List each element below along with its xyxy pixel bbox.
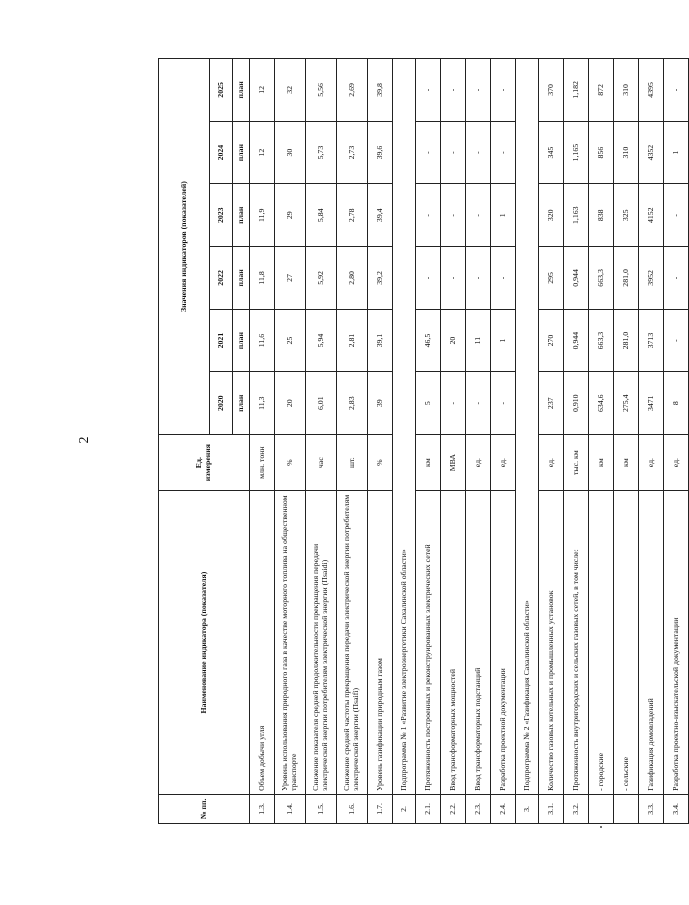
table-row (539, 59, 564, 824)
value-cell: - (466, 184, 491, 247)
value-cell: - (416, 184, 441, 247)
unit-cell: ед. (664, 435, 689, 491)
indicator-name: Объем добычи угля (250, 491, 275, 795)
unit-cell: % (368, 435, 393, 491)
value-cell: 39,1 (368, 309, 393, 372)
value-cell: 270 (539, 309, 564, 372)
value-cell: 11,9 (250, 184, 275, 247)
header-plan: план (233, 121, 250, 184)
indicator-name: Ввод трансформаторных мощностей (441, 491, 466, 795)
value-cell: - (416, 121, 441, 184)
header-year: 2025 (210, 59, 233, 122)
value-cell: 2,73 (337, 121, 368, 184)
unit-cell: ед. (491, 435, 516, 491)
table-row (614, 59, 639, 824)
page-number: 2 (77, 436, 92, 444)
row-number: 1.5. (306, 794, 337, 823)
table-row (337, 59, 368, 824)
indicator-name: Протяженность внутригородских и сельских газовых сетей, в том числе: (564, 491, 589, 795)
value-cell: - (491, 247, 516, 310)
value-cell: 5,73 (306, 121, 337, 184)
value-cell: 2,78 (337, 184, 368, 247)
value-cell: 1,182 (564, 59, 589, 122)
value-cell: 6,01 (306, 372, 337, 435)
value-cell: 856 (589, 121, 614, 184)
value-cell: - (491, 372, 516, 435)
indicator-name: Газификация домовладений (639, 491, 664, 795)
value-cell: - (441, 184, 466, 247)
header-year: 2023 (210, 184, 233, 247)
value-cell: 281,0 (614, 247, 639, 310)
value-cell: - (441, 121, 466, 184)
value-cell: 1 (491, 309, 516, 372)
value-cell: 30 (275, 121, 306, 184)
indicator-name: Уровень использования природного газа в качестве моторного топлива на общественном транспорте (275, 491, 306, 795)
value-cell: 2,83 (337, 372, 368, 435)
row-number: 1.7. (368, 794, 393, 823)
header-name: Наименование индикатора (показателя) (159, 491, 250, 795)
row-number (589, 794, 614, 823)
value-cell: 39 (368, 372, 393, 435)
value-cell: 3713 (639, 309, 664, 372)
table-row (416, 59, 441, 824)
value-cell: 0,910 (564, 372, 589, 435)
value-cell: - (491, 59, 516, 122)
value-cell: - (441, 59, 466, 122)
table-row (466, 59, 491, 824)
section-title: Подпрограмма № 2 «Газификация Сахалинской области» (516, 59, 539, 795)
value-cell: 27 (275, 247, 306, 310)
row-number: 2.2. (441, 794, 466, 823)
header-values-group: Значения индикаторов (показателей) (159, 59, 210, 435)
indicator-name: Ввод трансформаторных подстанций (466, 491, 491, 795)
indicator-name: Снижение средней частоты прекращения передачи электрической энергии потребителям электрической энергии (Пsaifi) (337, 491, 368, 795)
section-title: Подпрограмма № 1 «Развитие электроэнергетики Сахалинской области» (393, 59, 416, 795)
indicator-name: Количество газовых котельных и промышленных установок (539, 491, 564, 795)
value-cell: 872 (589, 59, 614, 122)
value-cell: 20 (441, 309, 466, 372)
value-cell: 325 (614, 184, 639, 247)
value-cell: 12 (250, 121, 275, 184)
value-cell: 5,92 (306, 247, 337, 310)
value-cell: 11,3 (250, 372, 275, 435)
value-cell: 5 (416, 372, 441, 435)
row-number: 2.1. (416, 794, 441, 823)
value-cell: 838 (589, 184, 614, 247)
unit-cell: шт. (337, 435, 368, 491)
section-row (516, 59, 539, 824)
unit-cell: ед. (466, 435, 491, 491)
table-row (441, 59, 466, 824)
value-cell: 310 (614, 59, 639, 122)
unit-cell: МВА (441, 435, 466, 491)
value-cell: 25 (275, 309, 306, 372)
row-number (614, 794, 639, 823)
indicator-name: Разработка проектной документации (491, 491, 516, 795)
value-cell: - (664, 309, 689, 372)
value-cell: - (466, 372, 491, 435)
row-number: 3.3. (639, 794, 664, 823)
value-cell: 2,81 (337, 309, 368, 372)
value-cell: 39,8 (368, 59, 393, 122)
table-row (491, 59, 516, 824)
row-number: 1.3. (250, 794, 275, 823)
table-row (275, 59, 306, 824)
value-cell: 1,165 (564, 121, 589, 184)
value-cell: 320 (539, 184, 564, 247)
value-cell: 29 (275, 184, 306, 247)
header-year: 2022 (210, 247, 233, 310)
row-number: 2.3. (466, 794, 491, 823)
value-cell: 20 (275, 372, 306, 435)
value-cell: - (416, 247, 441, 310)
indicator-table (158, 58, 689, 824)
rotated-table-area (158, 58, 680, 824)
table-row (639, 59, 664, 824)
header-year: 2021 (210, 309, 233, 372)
value-cell: - (466, 59, 491, 122)
unit-cell: ед. (639, 435, 664, 491)
indicator-name: Снижение показателя средней продолжительности прекращения передачи электрической энергии потребителям электрической энергии (Пsaidi) (306, 491, 337, 795)
table-row (589, 59, 614, 824)
value-cell: - (664, 184, 689, 247)
value-cell: 370 (539, 59, 564, 122)
value-cell: 39,6 (368, 121, 393, 184)
value-cell: - (466, 247, 491, 310)
value-cell: 0,944 (564, 247, 589, 310)
value-cell: 0,944 (564, 309, 589, 372)
value-cell: 32 (275, 59, 306, 122)
unit-cell: час (306, 435, 337, 491)
unit-cell: ед. (539, 435, 564, 491)
indicator-name: Разработка проектно-изыскательской документации (664, 491, 689, 795)
value-cell: - (664, 59, 689, 122)
row-number: 3.1. (539, 794, 564, 823)
unit-cell: млн. тонн (250, 435, 275, 491)
value-cell: 11,6 (250, 309, 275, 372)
value-cell: 2,69 (337, 59, 368, 122)
row-number: 2. (393, 794, 416, 823)
value-cell: 275,4 (614, 372, 639, 435)
unit-cell: км (589, 435, 614, 491)
value-cell: 2,80 (337, 247, 368, 310)
unit-cell: тыс. км (564, 435, 589, 491)
header-plan: план (233, 59, 250, 122)
value-cell: 39,4 (368, 184, 393, 247)
unit-cell: км (614, 435, 639, 491)
value-cell: - (491, 121, 516, 184)
header-year: 2024 (210, 121, 233, 184)
value-cell: 4395 (639, 59, 664, 122)
value-cell: 295 (539, 247, 564, 310)
value-cell: 46,5 (416, 309, 441, 372)
indicator-name: Уровень газификации природным газом (368, 491, 393, 795)
value-cell: 39,2 (368, 247, 393, 310)
header-plan: план (233, 247, 250, 310)
value-cell: 12 (250, 59, 275, 122)
value-cell: - (466, 121, 491, 184)
value-cell: 3471 (639, 372, 664, 435)
value-cell: 4352 (639, 121, 664, 184)
unit-cell: км (416, 435, 441, 491)
header-unit: Ед. измерения (159, 435, 250, 491)
indicator-name: Протяженность построенных и реконструированных электрических сетей (416, 491, 441, 795)
header-year: 2020 (210, 372, 233, 435)
value-cell: 663,3 (589, 247, 614, 310)
value-cell: 8 (664, 372, 689, 435)
value-cell: 1 (664, 121, 689, 184)
table-row (250, 59, 275, 824)
section-row (393, 59, 416, 824)
value-cell: 11,8 (250, 247, 275, 310)
value-cell: 11 (466, 309, 491, 372)
unit-cell: % (275, 435, 306, 491)
row-number: 3.2. (564, 794, 589, 823)
header-plan: план (233, 372, 250, 435)
value-cell: 237 (539, 372, 564, 435)
value-cell: - (441, 247, 466, 310)
row-number: 2.4. (491, 794, 516, 823)
table-row (306, 59, 337, 824)
value-cell: 5,84 (306, 184, 337, 247)
value-cell: 1,163 (564, 184, 589, 247)
header-num: № пп. (159, 794, 250, 823)
row-number: 3. (516, 794, 539, 823)
header-plan: план (233, 184, 250, 247)
indicator-table-rotated (158, 58, 680, 824)
row-number: 3.4. (664, 794, 689, 823)
scan-speck (600, 826, 602, 828)
indicator-name: - городские (589, 491, 614, 795)
row-number: 1.4. (275, 794, 306, 823)
value-cell: - (664, 247, 689, 310)
value-cell: 663,3 (589, 309, 614, 372)
row-number: 1.6. (337, 794, 368, 823)
table-row (564, 59, 589, 824)
table-row (664, 59, 689, 824)
indicator-name: - сельские (614, 491, 639, 795)
value-cell: - (441, 372, 466, 435)
value-cell: 5,56 (306, 59, 337, 122)
value-cell: 345 (539, 121, 564, 184)
value-cell: 310 (614, 121, 639, 184)
value-cell: 3952 (639, 247, 664, 310)
header-plan: план (233, 309, 250, 372)
value-cell: 4152 (639, 184, 664, 247)
value-cell: 634,6 (589, 372, 614, 435)
table-row (368, 59, 393, 824)
value-cell: 281,0 (614, 309, 639, 372)
value-cell: 1 (491, 184, 516, 247)
value-cell: 5,94 (306, 309, 337, 372)
value-cell: - (416, 59, 441, 122)
